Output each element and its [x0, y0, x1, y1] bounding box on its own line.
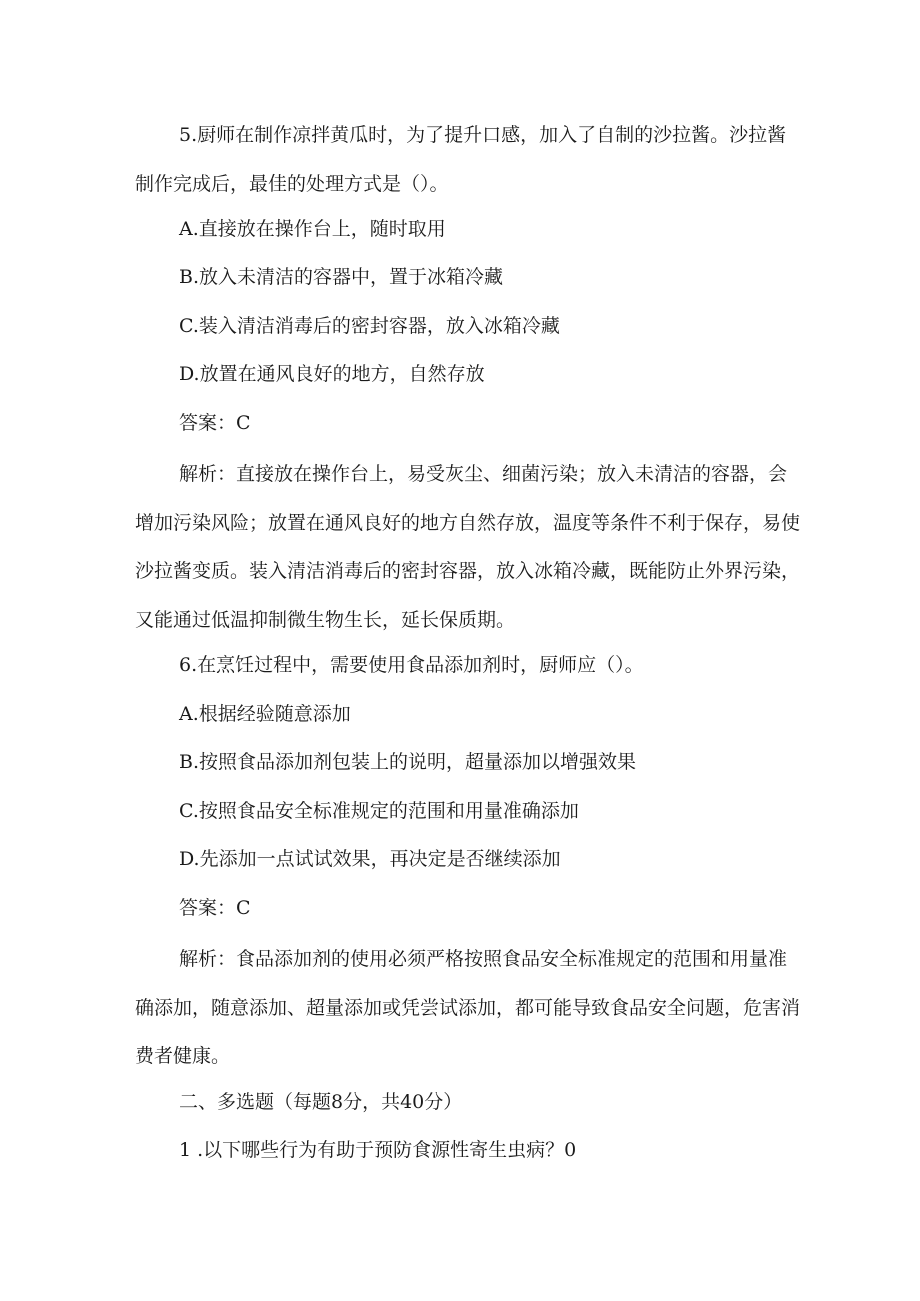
q6-stem: 6.在烹饪过程中，需要使用食品添加剂时，厨师应（）。 — [179, 654, 644, 676]
q5-answer: 答案：C — [179, 412, 251, 434]
q6-analysis: 解析：食品添加剂的使用必须严格按照食品安全标准规定的范围和用量准确添加，随意添加、超量添加或凭尝试添加，都可能导致食品安全问题，危害消费者健康。 — [135, 948, 801, 1067]
q5-option-a: A.直接放在操作台上，随时取用 — [179, 218, 446, 240]
q5-stem: 5.厨师在制作凉拌黄瓜时，为了提升口感，加入了自制的沙拉酱。沙拉酱制作完成后，最佳的处理方式是（）。 — [135, 124, 787, 195]
q6-option-a: A.根据经验随意添加 — [179, 703, 351, 725]
q6-answer: 答案：C — [179, 897, 251, 919]
q5-option-d: D.放置在通风良好的地方，自然存放 — [179, 363, 485, 385]
q5-analysis: 解析：直接放在操作台上，易受灰尘、细菌污染；放入未清洁的容器，会增加污染风险；放置在通风良好的地方自然存放，温度等条件不利于保存，易使沙拉酱变质。装入清洁消毒后的密封容器，放入冰箱冷藏，既能防止外界污染，又能通过低温抑制微生物生长，延长保质期。 — [135, 463, 801, 631]
q6-option-b: B.按照食品添加剂包装上的说明，超量添加以增强效果 — [179, 751, 637, 773]
q6-option-d: D.先添加一点试试效果，再决定是否继续添加 — [179, 848, 561, 870]
q5-option-c: C.装入清洁消毒后的密封容器，放入冰箱冷藏 — [179, 315, 560, 337]
section-heading-multiple-choice: 二、多选题（每题8分，共40分） — [179, 1091, 463, 1113]
q6-option-c: C.按照食品安全标准规定的范围和用量准确添加 — [179, 800, 579, 822]
q5-option-b: B.放入未清洁的容器中，置于冰箱冷藏 — [179, 266, 504, 288]
mq1-stem: 1 .以下哪些行为有助于预防食源性寄生虫病？0 — [179, 1139, 577, 1161]
